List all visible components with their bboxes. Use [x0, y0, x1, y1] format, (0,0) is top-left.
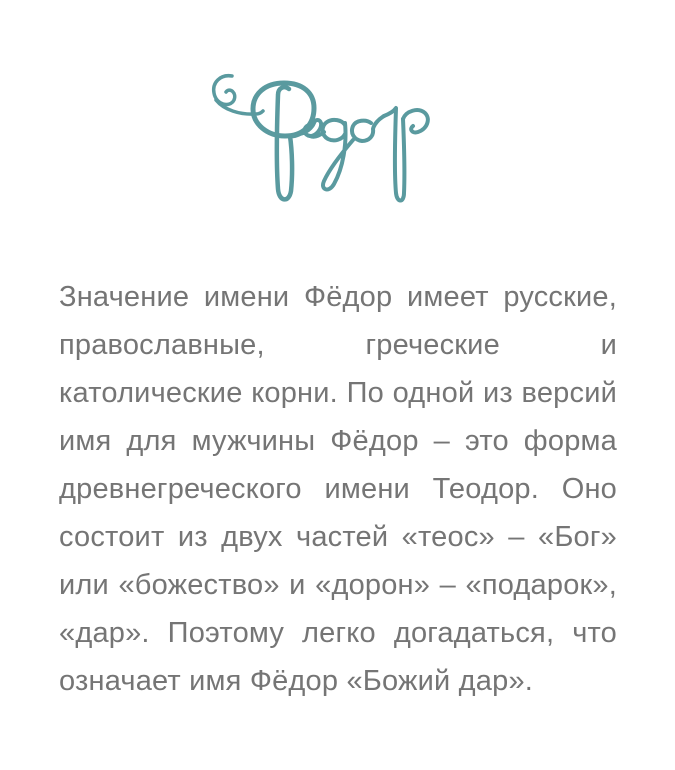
letter-r-bowl [403, 110, 428, 132]
letter-r-stem [384, 108, 404, 201]
letter-f-stem [277, 87, 301, 199]
letter-d-descender [323, 123, 353, 189]
name-title-text [0, 0, 1, 1]
letter-d-bowl [323, 120, 345, 141]
name-meaning-paragraph: Значение имени Фёдор имеет русские, православные, греческие и католические корни. По одной из версий имя для мужчины Фёдор – это форма древнегреческого имени Теодор. Оно состоит из двух частей «теос» – «Бог» или «божество» и «дорон» – «подарок», «дар». Поэтому легко догадаться, что означает имя Фёдор «Божий дар». [59, 281, 617, 697]
letter-o [352, 116, 384, 141]
fedor-calligraphy-title [200, 62, 450, 232]
